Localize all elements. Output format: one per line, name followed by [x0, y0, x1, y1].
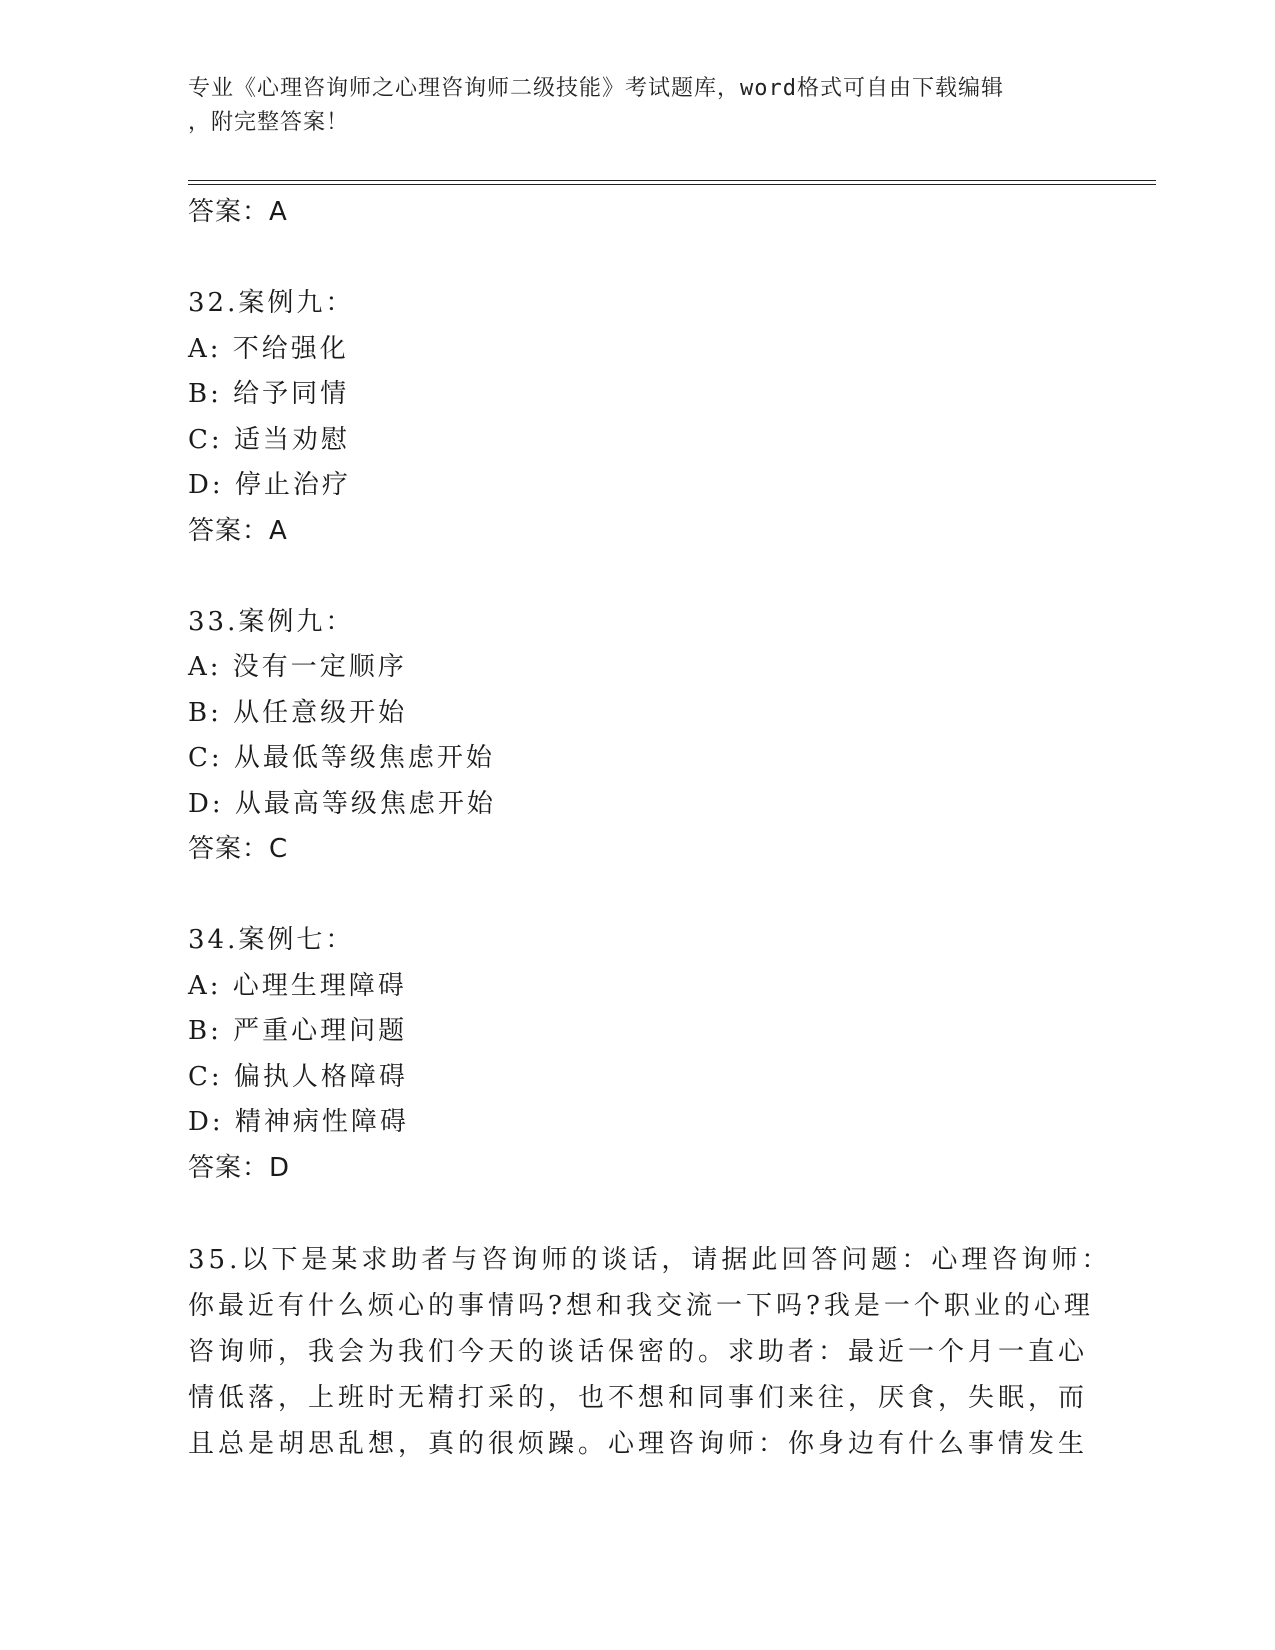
paragraph-line: 你最近有什么烦心的事情吗?想和我交流一下吗?我是一个职业的心理: [188, 1290, 1094, 1321]
document-header: [188, 72, 1088, 140]
spacer: [188, 873, 1068, 919]
answer: 答案：D: [188, 1152, 291, 1183]
option-d: D: 精神病性障碍: [188, 1107, 409, 1137]
question-32: [188, 281, 1068, 554]
question-title: 33.案例九：: [188, 606, 355, 637]
option-b: B: 从任意级开始: [188, 697, 408, 728]
spacer: [188, 236, 1068, 282]
spacer: [188, 554, 1068, 600]
paragraph-line: 情低落，上班时无精打采的，也不想和同事们来往，厌食，失眠，而: [188, 1382, 1089, 1413]
paragraph-line: 且总是胡思乱想，真的很烦躁。心理咨询师：你身边有什么事情发生: [188, 1428, 1089, 1459]
option-d: D: 从最高等级焦虑开始: [188, 788, 496, 819]
option-a: A: 不给强化: [188, 333, 349, 364]
question-33: [188, 600, 1068, 873]
question-34: [188, 918, 1068, 1191]
answer-31: 答案：A: [188, 197, 288, 227]
header-line-1: 专业《心理咨询师之心理咨询师二级技能》考试题库，word格式可自由下载编辑: [188, 76, 1004, 101]
option-a: A: 心理生理障碍: [188, 970, 407, 1001]
option-b: B: 严重心理问题: [188, 1016, 408, 1046]
option-c: C: 适当劝慰: [188, 424, 350, 455]
header-rule-top: [188, 180, 1156, 181]
spacer: [188, 1191, 1068, 1237]
option-a: A: 没有一定顺序: [188, 652, 407, 682]
document-body: [188, 190, 1112, 1467]
answer: 答案：A: [188, 515, 288, 546]
option-b: B: 给予同情: [188, 379, 350, 409]
question-35: [188, 1237, 1112, 1467]
question-title: 32.案例九：: [188, 288, 355, 318]
option-c: C: 偏执人格障碍: [188, 1061, 408, 1092]
paragraph-line: 咨询师，我会为我们今天的谈话保密的。求助者：最近一个月一直心: [188, 1336, 1089, 1367]
paragraph-line: 35.以下是某求助者与咨询师的谈话，请据此回答问题：心理咨询师：: [188, 1244, 1112, 1275]
option-d: D: 停止治疗: [188, 470, 351, 500]
header-rule-bottom: [188, 184, 1156, 185]
answer: 答案：C: [188, 834, 289, 864]
option-c: C: 从最低等级焦虑开始: [188, 743, 495, 773]
header-line-2: ，附完整答案！: [188, 110, 350, 135]
question-title: 34.案例七：: [188, 925, 355, 955]
